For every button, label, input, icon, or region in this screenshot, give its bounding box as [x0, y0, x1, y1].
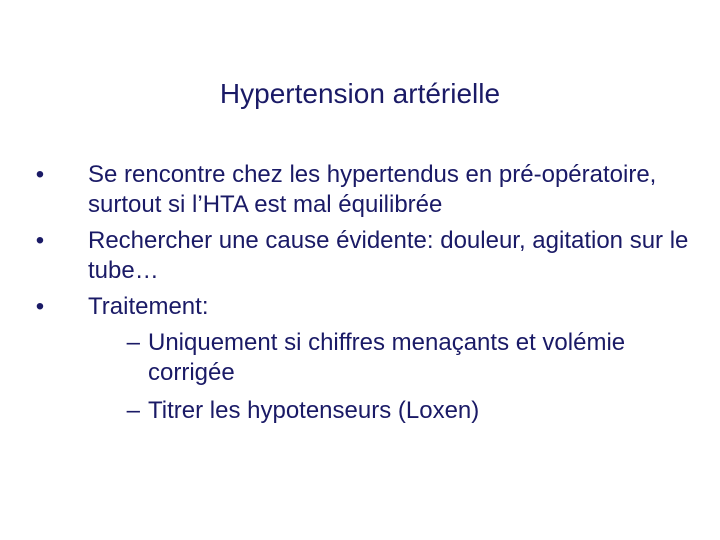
sub-bullet-text: Uniquement si chiffres menaçants et volémie corrigée — [148, 329, 626, 386]
sub-bullet-text: Titrer les hypotenseurs (Loxen) — [148, 397, 480, 424]
bullet-item — [30, 292, 690, 426]
sub-bullet-list — [88, 328, 690, 426]
slide-title: Hypertension artérielle — [219, 78, 501, 109]
bullet-list — [30, 160, 690, 434]
bullet-text: Se rencontre chez les hypertendus en pré-opératoire, surtout si l’HTA est mal équilibrée — [88, 161, 657, 218]
bullet-marker: • — [35, 293, 45, 320]
bullet-item — [30, 226, 690, 286]
bullet-text: Rechercher une cause évidente: douleur, agitation sur le tube… — [88, 227, 689, 284]
sub-bullet-item — [88, 396, 690, 426]
bullet-marker: • — [35, 227, 45, 254]
bullet-item — [30, 160, 690, 220]
sub-bullet-marker: – — [126, 329, 140, 356]
bullet-text: Traitement: — [88, 293, 209, 320]
sub-bullet-marker: – — [126, 397, 140, 424]
sub-bullet-item — [88, 328, 690, 388]
bullet-marker: • — [35, 161, 45, 188]
